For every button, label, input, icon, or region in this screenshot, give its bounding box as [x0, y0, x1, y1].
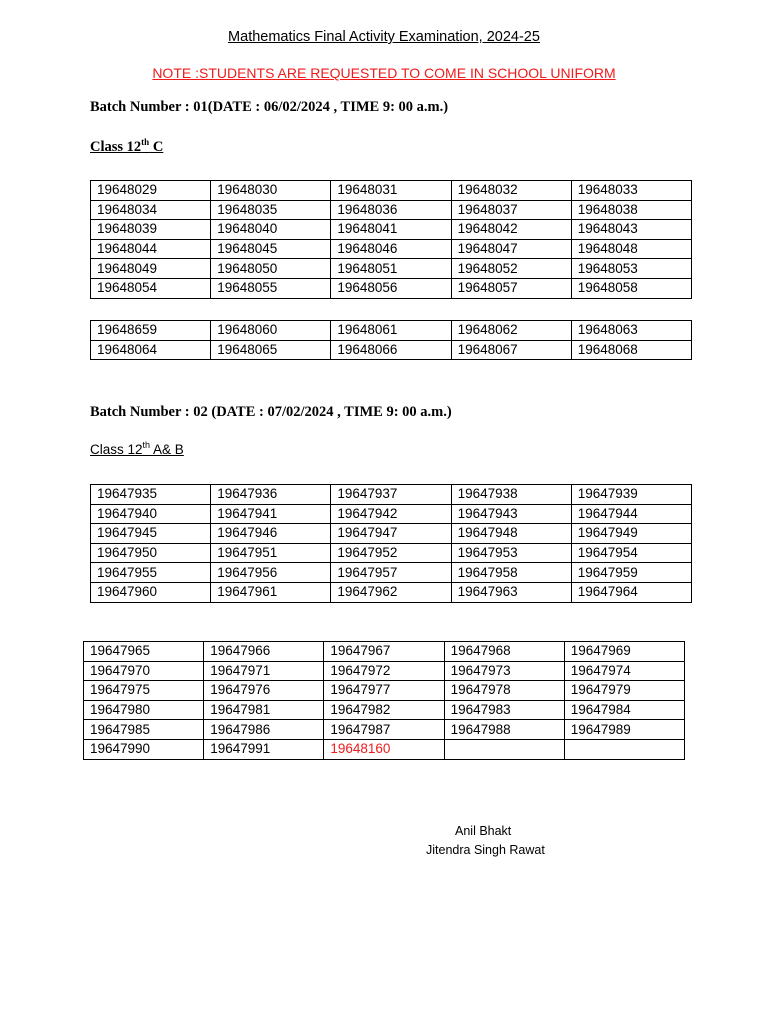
roll-number-cell: 19648046 — [331, 239, 451, 259]
table-row — [91, 239, 692, 259]
roll-number-cell: 19648160 — [324, 739, 444, 759]
roll-number-cell: 19648042 — [451, 220, 571, 240]
roll-number-cell — [564, 739, 684, 759]
roll-number-cell: 19647953 — [451, 543, 571, 563]
roll-number-cell: 19647974 — [564, 661, 684, 681]
roll-number-cell: 19647975 — [84, 681, 204, 701]
roll-number-cell: 19647945 — [91, 524, 211, 544]
table-row — [91, 504, 692, 524]
roll-number-cell: 19648058 — [571, 278, 691, 298]
batch-1-heading: Batch Number : 01(DATE : 06/02/2024 , TIME 9: 00 a.m.) — [90, 99, 449, 115]
roll-number-cell: 19647988 — [444, 720, 564, 740]
batch-1-roll-table-a — [90, 180, 692, 299]
table-row — [91, 278, 692, 298]
roll-number-cell: 19647954 — [571, 543, 691, 563]
roll-number-cell: 19647951 — [211, 543, 331, 563]
roll-number-cell: 19647961 — [211, 582, 331, 602]
roll-number-cell: 19648045 — [211, 239, 331, 259]
roll-number-cell: 19647944 — [571, 504, 691, 524]
roll-number-cell: 19647960 — [91, 582, 211, 602]
roll-number-cell: 19648040 — [211, 220, 331, 240]
roll-number-cell: 19648049 — [91, 259, 211, 279]
roll-number-cell: 19648063 — [571, 321, 691, 341]
roll-number-cell: 19647964 — [571, 582, 691, 602]
roll-number-cell: 19647985 — [84, 720, 204, 740]
roll-number-cell: 19647948 — [451, 524, 571, 544]
table-row — [91, 259, 692, 279]
table-row — [91, 340, 692, 360]
roll-number-cell: 19648030 — [211, 181, 331, 201]
roll-number-cell: 19647959 — [571, 563, 691, 583]
document-title: Mathematics Final Activity Examination, 2024-25 — [228, 29, 540, 45]
roll-number-cell: 19647938 — [451, 485, 571, 505]
roll-number-cell: 19647976 — [204, 681, 324, 701]
roll-number-cell: 19647981 — [204, 700, 324, 720]
roll-number-cell: 19647978 — [444, 681, 564, 701]
roll-number-cell: 19648062 — [451, 321, 571, 341]
roll-number-cell: 19647970 — [84, 661, 204, 681]
roll-number-cell: 19647963 — [451, 582, 571, 602]
roll-number-cell: 19647965 — [84, 642, 204, 662]
roll-number-cell: 19648032 — [451, 181, 571, 201]
roll-number-cell — [444, 739, 564, 759]
roll-number-cell: 19647946 — [211, 524, 331, 544]
roll-number-cell: 19648068 — [571, 340, 691, 360]
roll-number-cell: 19648061 — [331, 321, 451, 341]
batch-1-roll-table-b — [90, 320, 692, 360]
table-row — [91, 543, 692, 563]
roll-number-cell: 19648067 — [451, 340, 571, 360]
roll-number-cell: 19647958 — [451, 563, 571, 583]
roll-number-cell: 19648044 — [91, 239, 211, 259]
roll-number-cell: 19647957 — [331, 563, 451, 583]
roll-number-cell: 19647987 — [324, 720, 444, 740]
table-row — [84, 720, 685, 740]
roll-number-cell: 19648031 — [331, 181, 451, 201]
roll-number-cell: 19647949 — [571, 524, 691, 544]
roll-number-cell: 19647977 — [324, 681, 444, 701]
roll-number-cell: 19647980 — [84, 700, 204, 720]
table-row — [91, 181, 692, 201]
roll-number-cell: 19647971 — [204, 661, 324, 681]
roll-number-cell: 19647968 — [444, 642, 564, 662]
table-row — [91, 321, 692, 341]
roll-number-cell: 19647955 — [91, 563, 211, 583]
roll-number-cell: 19648043 — [571, 220, 691, 240]
roll-number-cell: 19647939 — [571, 485, 691, 505]
table-row — [84, 700, 685, 720]
roll-number-cell: 19647950 — [91, 543, 211, 563]
roll-number-cell: 19647966 — [204, 642, 324, 662]
roll-number-cell: 19647991 — [204, 739, 324, 759]
roll-number-cell: 19648052 — [451, 259, 571, 279]
roll-number-cell: 19648057 — [451, 278, 571, 298]
table-row — [91, 200, 692, 220]
batch-1-class-label: Class 12th C — [90, 137, 164, 155]
roll-number-cell: 19647984 — [564, 700, 684, 720]
roll-number-cell: 19647962 — [331, 582, 451, 602]
roll-number-cell: 19647989 — [564, 720, 684, 740]
uniform-note: NOTE :STUDENTS ARE REQUESTED TO COME IN SCHOOL UNIFORM — [152, 65, 616, 81]
roll-number-cell: 19648066 — [331, 340, 451, 360]
table-row — [84, 739, 685, 759]
roll-number-cell: 19648034 — [91, 200, 211, 220]
table-row — [84, 681, 685, 701]
table-row — [84, 642, 685, 662]
roll-number-cell: 19647979 — [564, 681, 684, 701]
roll-number-cell: 19647937 — [331, 485, 451, 505]
roll-number-cell: 19648047 — [451, 239, 571, 259]
roll-number-cell: 19647982 — [324, 700, 444, 720]
roll-number-cell: 19648035 — [211, 200, 331, 220]
roll-number-cell: 19648065 — [211, 340, 331, 360]
roll-number-cell: 19647956 — [211, 563, 331, 583]
roll-number-cell: 19648064 — [91, 340, 211, 360]
signature-name-2: Jitendra Singh Rawat — [426, 843, 545, 857]
roll-number-cell: 19647967 — [324, 642, 444, 662]
batch-2-roll-table-b — [83, 641, 685, 760]
roll-number-cell: 19648054 — [91, 278, 211, 298]
roll-number-cell: 19648039 — [91, 220, 211, 240]
roll-number-cell: 19647941 — [211, 504, 331, 524]
signature-name-1: Anil Bhakt — [455, 824, 512, 838]
roll-number-cell: 19648036 — [331, 200, 451, 220]
table-row — [84, 661, 685, 681]
roll-number-cell: 19647990 — [84, 739, 204, 759]
roll-number-cell: 19647969 — [564, 642, 684, 662]
batch-2-class-label: Class 12th A& B — [90, 440, 184, 457]
roll-number-cell: 19647936 — [211, 485, 331, 505]
roll-number-cell: 19648048 — [571, 239, 691, 259]
roll-number-cell: 19647940 — [91, 504, 211, 524]
table-row — [91, 563, 692, 583]
roll-number-cell: 19647947 — [331, 524, 451, 544]
roll-number-cell: 19648029 — [91, 181, 211, 201]
table-row — [91, 524, 692, 544]
roll-number-cell: 19647952 — [331, 543, 451, 563]
roll-number-cell: 19648055 — [211, 278, 331, 298]
table-row — [91, 582, 692, 602]
roll-number-cell: 19648051 — [331, 259, 451, 279]
roll-number-cell: 19648056 — [331, 278, 451, 298]
roll-number-cell: 19648053 — [571, 259, 691, 279]
batch-2-heading: Batch Number : 02 (DATE : 07/02/2024 , TIME 9: 00 a.m.) — [90, 404, 452, 420]
roll-number-cell: 19647973 — [444, 661, 564, 681]
roll-number-cell: 19647935 — [91, 485, 211, 505]
roll-number-cell: 19648037 — [451, 200, 571, 220]
roll-number-cell: 19648033 — [571, 181, 691, 201]
roll-number-cell: 19648659 — [91, 321, 211, 341]
roll-number-cell: 19647943 — [451, 504, 571, 524]
roll-number-cell: 19648041 — [331, 220, 451, 240]
table-row — [91, 485, 692, 505]
roll-number-cell: 19647983 — [444, 700, 564, 720]
roll-number-cell: 19647986 — [204, 720, 324, 740]
roll-number-cell: 19648038 — [571, 200, 691, 220]
roll-number-cell: 19648060 — [211, 321, 331, 341]
batch-2-roll-table-a — [90, 484, 692, 603]
roll-number-cell: 19648050 — [211, 259, 331, 279]
roll-number-cell: 19647942 — [331, 504, 451, 524]
roll-number-cell: 19647972 — [324, 661, 444, 681]
table-row — [91, 220, 692, 240]
